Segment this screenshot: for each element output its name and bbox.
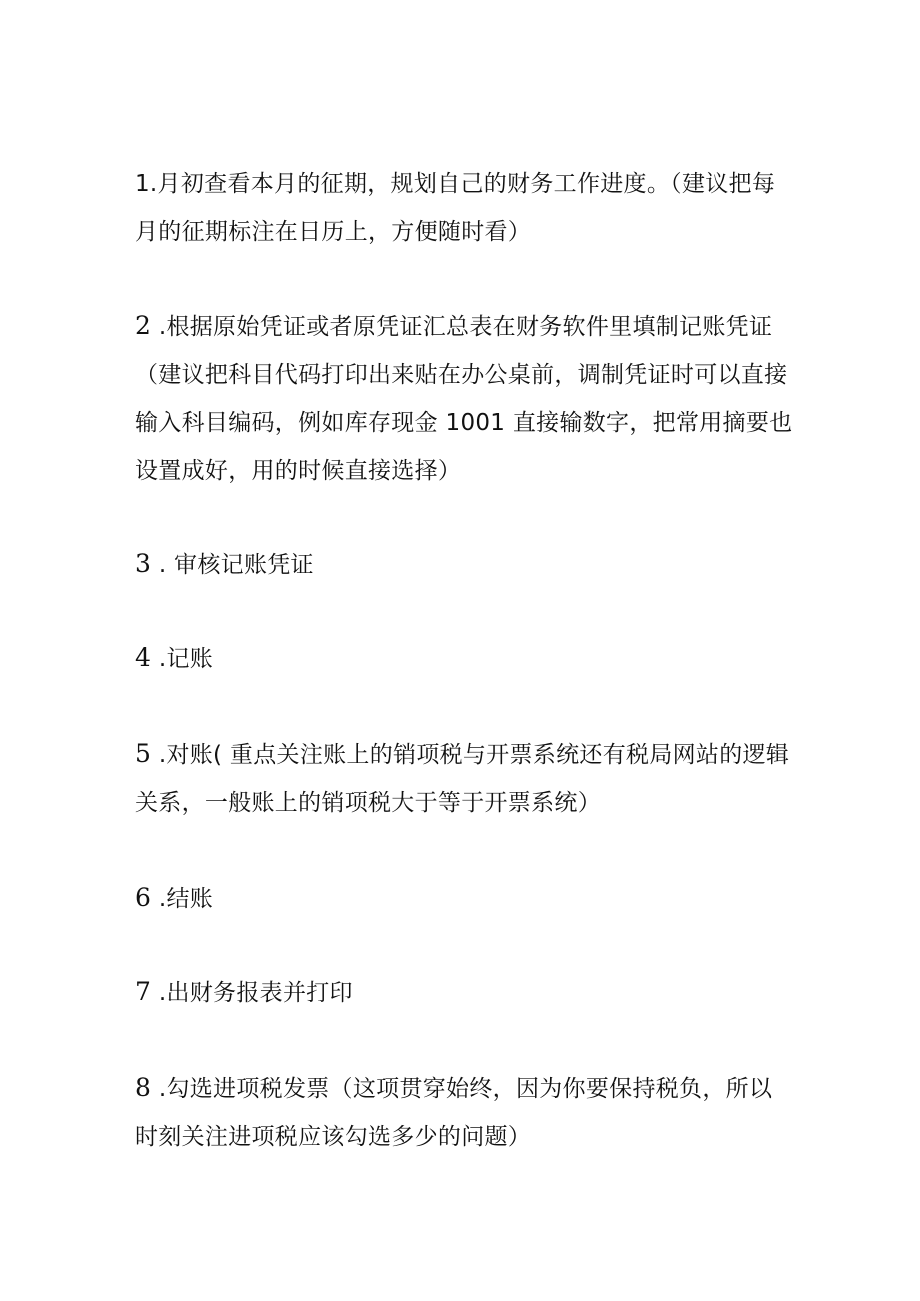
step-4-number: 4: [135, 643, 152, 672]
step-8-paragraph: [135, 1064, 795, 1161]
step-2-paragraph: [135, 302, 795, 495]
step-6-line-1: [135, 874, 795, 923]
step-1-line-2: 月的征期标注在日历上，方便随时看）: [135, 219, 532, 245]
step-5-number: 5: [135, 739, 152, 768]
step-1-line-1: 1.月初查看本月的征期，规划自己的财务工作进度。（建议把每: [135, 171, 776, 197]
step-2-line-1: [135, 302, 795, 351]
step-8-line-1-text: .勾选进项税发票（这项贯穿始终，因为你要保持税负，所以: [151, 1076, 773, 1102]
step-4-paragraph: [135, 634, 795, 683]
step-4-line-1-text: .记账: [151, 646, 214, 672]
step-2-line-4: 设置成好，用的时候直接选择）: [135, 458, 462, 484]
step-8-line-2: 时刻关注进项税应该勾选多少的问题）: [135, 1124, 532, 1150]
step-5-paragraph: [135, 730, 795, 827]
step-1-paragraph: [135, 160, 795, 256]
step-3-number: 3: [135, 549, 152, 578]
step-7-line-1: [135, 968, 795, 1017]
step-2-line-2: （建议把科目代码打印出来贴在办公桌前，调制凭证时可以直接: [135, 362, 788, 388]
step-2-line-3: 输入科目编码，例如库存现金 1001 直接输数字，把常用摘要也: [135, 410, 793, 436]
step-2-number: 2: [135, 311, 152, 340]
step-7-paragraph: [135, 968, 795, 1017]
step-6-number: 6: [135, 883, 152, 912]
step-3-line-1-text: . 审核记账凭证: [151, 552, 314, 578]
step-2-line-1-text: .根据原始凭证或者原凭证汇总表在财务软件里填制记账凭证: [151, 314, 773, 340]
step-6-line-1-text: .结账: [151, 886, 214, 912]
step-7-number: 7: [135, 977, 152, 1006]
step-4-line-1: [135, 634, 795, 683]
step-5-line-1-text: .对账( 重点关注账上的销项税与开票系统还有税局网站的逻辑: [151, 742, 790, 768]
step-8-line-1: [135, 1064, 795, 1113]
step-6-paragraph: [135, 874, 795, 923]
step-5-line-2: 关系，一般账上的销项税大于等于开票系统）: [135, 790, 601, 816]
step-5-line-1: [135, 730, 795, 779]
step-3-paragraph: [135, 540, 795, 589]
step-3-line-1: [135, 540, 795, 589]
step-8-number: 8: [135, 1073, 152, 1102]
step-7-line-1-text: .出财务报表并打印: [151, 980, 353, 1006]
